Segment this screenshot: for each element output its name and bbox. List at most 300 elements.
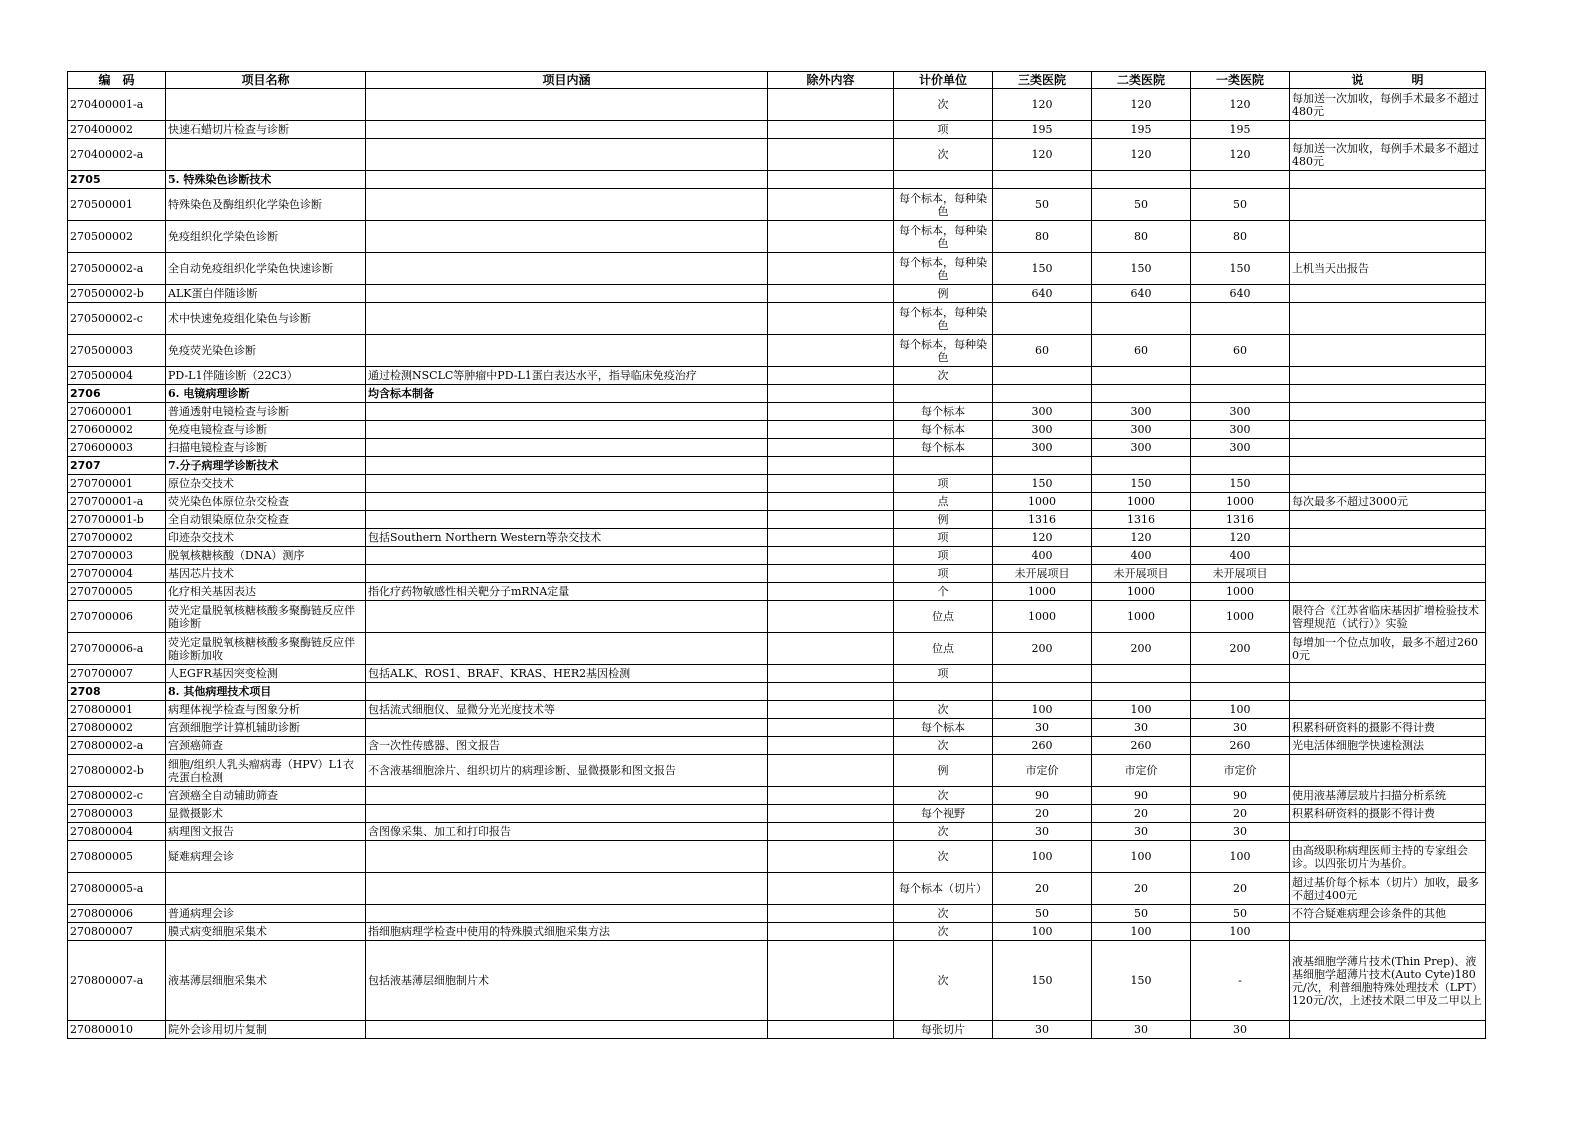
- cell-class1-price: [1191, 253, 1290, 285]
- cell-except: [768, 121, 894, 139]
- cell-content: [366, 89, 768, 121]
- cell-code-text: 2706: [70, 387, 101, 400]
- cell-note: [1290, 701, 1486, 719]
- cell-unit-text: 项: [937, 549, 949, 562]
- cell-class2-price-text: 90: [1134, 789, 1148, 802]
- cell-class3-price-text: 20: [1035, 807, 1049, 820]
- cell-name-text: 基因芯片技术: [168, 567, 234, 580]
- cell-name: [166, 367, 366, 385]
- cell-class2-price-text: 120: [1130, 98, 1152, 111]
- cell-class1-price-text: 150: [1229, 477, 1251, 490]
- col-header-code: 编 码: [68, 72, 166, 89]
- cell-except: [768, 285, 894, 303]
- cell-class1-price: [1191, 719, 1290, 737]
- cell-class2-price: [1092, 121, 1191, 139]
- cell-name: [166, 601, 366, 633]
- cell-class2-price-text: 50: [1134, 907, 1148, 920]
- cell-name-text: 病理体视学检查与图象分析: [168, 703, 300, 716]
- col-header-class1: 一类医院: [1191, 72, 1290, 89]
- cell-unit: [894, 905, 993, 923]
- cell-class2-price: [1092, 139, 1191, 171]
- cell-code-text: 2707: [70, 459, 101, 472]
- cell-note: [1290, 683, 1486, 701]
- cell-name-text: 显微摄影术: [168, 807, 223, 820]
- cell-unit: [894, 89, 993, 121]
- cell-code-text: 270800002-a: [70, 739, 144, 752]
- cell-class2-price: [1092, 303, 1191, 335]
- cell-name-text: 院外会诊用切片复制: [168, 1023, 267, 1036]
- cell-class1-price-text: -: [1238, 974, 1242, 987]
- cell-code-text: 270800002-c: [70, 789, 143, 802]
- section-row: [68, 683, 1486, 701]
- cell-code: [68, 285, 166, 303]
- cell-unit-text: 每个标本，每种染色: [899, 191, 987, 218]
- cell-unit-text: 每个标本（切片）: [899, 882, 987, 895]
- cell-except: [768, 171, 894, 189]
- cell-class1-price: [1191, 547, 1290, 565]
- cell-class2-price: [1092, 253, 1191, 285]
- cell-content: [366, 511, 768, 529]
- table-row: [68, 529, 1486, 547]
- cell-content-text: 包括液基薄层细胞制片术: [368, 974, 489, 987]
- cell-class1-price: [1191, 385, 1290, 403]
- cell-class3-price-text: 50: [1035, 198, 1049, 211]
- cell-class1-price-text: 30: [1233, 1023, 1247, 1036]
- cell-code-text: 270700001-b: [70, 513, 144, 526]
- cell-content: [366, 923, 768, 941]
- cell-class3-price: [993, 385, 1092, 403]
- cell-except: [768, 823, 894, 841]
- cell-name: [166, 421, 366, 439]
- cell-unit-text: 例: [937, 287, 949, 300]
- cell-except: [768, 439, 894, 457]
- cell-class1-price: [1191, 805, 1290, 823]
- cell-code: [68, 665, 166, 683]
- cell-class2-price: [1092, 583, 1191, 601]
- cell-class3-price: [993, 529, 1092, 547]
- table-row: [68, 221, 1486, 253]
- cell-note: [1290, 841, 1486, 873]
- cell-note: [1290, 253, 1486, 285]
- table-row: [68, 737, 1486, 755]
- cell-content: [366, 303, 768, 335]
- cell-class1-price-text: 50: [1233, 907, 1247, 920]
- cell-class2-price: [1092, 189, 1191, 221]
- cell-class1-price: [1191, 787, 1290, 805]
- cell-class3-price: [993, 285, 1092, 303]
- cell-name: [166, 547, 366, 565]
- cell-code-text: 270700006: [70, 610, 133, 623]
- cell-class1-price: [1191, 493, 1290, 511]
- cell-class2-price: [1092, 221, 1191, 253]
- cell-name: [166, 719, 366, 737]
- cell-unit: [894, 583, 993, 601]
- cell-class2-price: [1092, 823, 1191, 841]
- cell-class3-price-text: 20: [1035, 882, 1049, 895]
- cell-class3-price: [993, 905, 1092, 923]
- cell-code: [68, 547, 166, 565]
- cell-except: [768, 221, 894, 253]
- table-row: [68, 475, 1486, 493]
- cell-unit: [894, 873, 993, 905]
- cell-name: [166, 737, 366, 755]
- cell-unit-text: 每个标本: [921, 721, 965, 734]
- cell-class3-price-text: 300: [1031, 441, 1053, 454]
- cell-note: [1290, 665, 1486, 683]
- cell-name-text: 特殊染色及酶组织化学染色诊断: [168, 198, 322, 211]
- cell-unit-text: 每张切片: [921, 1023, 965, 1036]
- cell-except: [768, 253, 894, 285]
- cell-content: [366, 719, 768, 737]
- cell-class2-price: [1092, 565, 1191, 583]
- table-row: [68, 923, 1486, 941]
- cell-class2-price-text: 未开展项目: [1113, 567, 1169, 580]
- cell-unit: [894, 221, 993, 253]
- cell-class1-price: [1191, 583, 1290, 601]
- cell-content: [366, 601, 768, 633]
- cell-code: [68, 841, 166, 873]
- cell-except: [768, 873, 894, 905]
- cell-unit-text: 每个标本，每种染色: [899, 337, 987, 364]
- cell-note: [1290, 719, 1486, 737]
- cell-code-text: 270400002-a: [70, 148, 144, 161]
- cell-class2-price-text: 260: [1130, 739, 1152, 752]
- cell-code: [68, 737, 166, 755]
- cell-unit: [894, 1021, 993, 1039]
- cell-code-text: 270500003: [70, 344, 133, 357]
- cell-unit-text: 次: [937, 148, 949, 161]
- cell-note: [1290, 285, 1486, 303]
- cell-class3-price-text: 1000: [1028, 495, 1056, 508]
- cell-unit: [894, 139, 993, 171]
- cell-note-text: 不符合疑难病理会诊条件的其他: [1292, 907, 1446, 920]
- cell-content: [366, 439, 768, 457]
- cell-unit: [894, 805, 993, 823]
- cell-name: [166, 873, 366, 905]
- cell-class2-price-text: 20: [1134, 807, 1148, 820]
- cell-class3-price: [993, 873, 1092, 905]
- cell-class1-price: [1191, 701, 1290, 719]
- cell-class3-price-text: 1000: [1028, 610, 1056, 623]
- header-row: [68, 72, 1486, 89]
- cell-note: [1290, 493, 1486, 511]
- cell-code: [68, 755, 166, 787]
- cell-class2-price-text: 150: [1130, 262, 1152, 275]
- cell-class1-price: [1191, 221, 1290, 253]
- cell-name: [166, 493, 366, 511]
- cell-class3-price-text: 150: [1031, 974, 1053, 987]
- cell-class3-price: [993, 805, 1092, 823]
- cell-name-text: 膜式病变细胞采集术: [168, 925, 267, 938]
- table-row: [68, 941, 1486, 1021]
- cell-name-text: 荧光定量脱氧核糖核酸多聚酶链反应伴随诊断: [168, 603, 355, 630]
- cell-class3-price-text: 260: [1031, 739, 1053, 752]
- cell-class2-price: [1092, 805, 1191, 823]
- cell-class3-price-text: 120: [1031, 98, 1053, 111]
- cell-content: [366, 755, 768, 787]
- cell-name: [166, 439, 366, 457]
- cell-content: [366, 701, 768, 719]
- cell-class2-price-text: 1000: [1127, 610, 1155, 623]
- cell-code: [68, 493, 166, 511]
- cell-unit-text: 每个标本，每种染色: [899, 223, 987, 250]
- cell-class1-price-text: 1000: [1226, 495, 1254, 508]
- cell-note: [1290, 941, 1486, 1021]
- cell-class2-price: [1092, 493, 1191, 511]
- cell-note: [1290, 171, 1486, 189]
- cell-unit: [894, 787, 993, 805]
- cell-content-text: 包括Southern Northern Western等杂交技术: [368, 531, 602, 544]
- cell-class2-price: [1092, 475, 1191, 493]
- cell-except: [768, 1021, 894, 1039]
- cell-code-text: 270400001-a: [70, 98, 144, 111]
- cell-class1-price: [1191, 841, 1290, 873]
- cell-note: [1290, 787, 1486, 805]
- table-row: [68, 367, 1486, 385]
- cell-code-text: 270700006-a: [70, 642, 144, 655]
- cell-class1-price-text: 120: [1229, 148, 1251, 161]
- cell-class2-price: [1092, 601, 1191, 633]
- cell-unit: [894, 841, 993, 873]
- cell-class3-price: [993, 565, 1092, 583]
- cell-except: [768, 719, 894, 737]
- cell-note-text: 每次最多不超过3000元: [1292, 495, 1408, 508]
- cell-class2-price-text: 30: [1134, 1023, 1148, 1036]
- cell-name: [166, 905, 366, 923]
- cell-except: [768, 755, 894, 787]
- cell-code-text: 270600002: [70, 423, 133, 436]
- cell-name-text: 6. 电镜病理诊断: [168, 387, 250, 400]
- cell-name: [166, 89, 366, 121]
- cell-name: [166, 841, 366, 873]
- cell-code-text: 270500002-b: [70, 287, 144, 300]
- cell-class3-price: [993, 787, 1092, 805]
- cell-class2-price-text: 300: [1130, 441, 1152, 454]
- cell-content: [366, 905, 768, 923]
- cell-code-text: 270700002: [70, 531, 133, 544]
- cell-except: [768, 633, 894, 665]
- cell-unit-text: 项: [937, 477, 949, 490]
- cell-note: [1290, 421, 1486, 439]
- cell-class2-price-text: 120: [1130, 148, 1152, 161]
- cell-unit-text: 次: [937, 98, 949, 111]
- table-row: [68, 511, 1486, 529]
- cell-note: [1290, 823, 1486, 841]
- cell-name-text: 印迹杂交技术: [168, 531, 234, 544]
- cell-unit-text: 位点: [932, 610, 954, 623]
- cell-name-text: 快速石蜡切片检查与诊断: [168, 123, 289, 136]
- cell-class3-price: [993, 511, 1092, 529]
- cell-unit: [894, 335, 993, 367]
- cell-code-text: 270800003: [70, 807, 133, 820]
- cell-code: [68, 1021, 166, 1039]
- cell-unit-text: 个: [937, 585, 949, 598]
- cell-unit-text: 次: [937, 703, 949, 716]
- cell-class3-price: [993, 493, 1092, 511]
- cell-class2-price-text: 1000: [1127, 495, 1155, 508]
- cell-code: [68, 303, 166, 335]
- table-row: [68, 493, 1486, 511]
- cell-name-text: 化疗相关基因表达: [168, 585, 256, 598]
- cell-unit-text: 每个视野: [921, 807, 965, 820]
- table-row: [68, 805, 1486, 823]
- cell-unit-text: 例: [937, 764, 949, 777]
- cell-content: [366, 385, 768, 403]
- cell-class2-price-text: 640: [1130, 287, 1152, 300]
- cell-content: [366, 457, 768, 475]
- section-row: [68, 385, 1486, 403]
- cell-name-text: 疑难病理会诊: [168, 850, 234, 863]
- cell-content: [366, 823, 768, 841]
- cell-content: [366, 403, 768, 421]
- cell-code: [68, 701, 166, 719]
- cell-name: [166, 285, 366, 303]
- cell-name: [166, 755, 366, 787]
- cell-class3-price-text: 195: [1031, 123, 1053, 136]
- cell-note: [1290, 89, 1486, 121]
- cell-note: [1290, 335, 1486, 367]
- cell-class1-price-text: 50: [1233, 198, 1247, 211]
- table-row: [68, 335, 1486, 367]
- cell-class3-price: [993, 941, 1092, 1021]
- cell-class2-price-text: 100: [1130, 703, 1152, 716]
- cell-class1-price-text: 20: [1233, 882, 1247, 895]
- cell-content: [366, 547, 768, 565]
- cell-class1-price: [1191, 529, 1290, 547]
- cell-content: [366, 221, 768, 253]
- cell-content: [366, 665, 768, 683]
- cell-class3-price: [993, 439, 1092, 457]
- cell-code-text: 270600001: [70, 405, 133, 418]
- cell-class3-price-text: 1316: [1028, 513, 1056, 526]
- cell-note: [1290, 755, 1486, 787]
- cell-note: [1290, 303, 1486, 335]
- cell-content: [366, 583, 768, 601]
- cell-code: [68, 253, 166, 285]
- cell-name: [166, 403, 366, 421]
- cell-content: [366, 633, 768, 665]
- cell-class2-price: [1092, 633, 1191, 665]
- cell-unit: [894, 719, 993, 737]
- cell-code-text: 270800004: [70, 825, 133, 838]
- cell-unit-text: 次: [937, 925, 949, 938]
- cell-unit: [894, 189, 993, 221]
- cell-class2-price: [1092, 171, 1191, 189]
- cell-class1-price-text: 100: [1229, 850, 1251, 863]
- cell-class2-price: [1092, 285, 1191, 303]
- cell-name: [166, 633, 366, 665]
- cell-code-text: 270700004: [70, 567, 133, 580]
- cell-class3-price: [993, 683, 1092, 701]
- cell-code-text: 270700007: [70, 667, 133, 680]
- cell-code-text: 270800007-a: [70, 974, 144, 987]
- cell-except: [768, 189, 894, 221]
- cell-class1-price-text: 20: [1233, 807, 1247, 820]
- cell-class3-price: [993, 601, 1092, 633]
- cell-class3-price-text: 30: [1035, 721, 1049, 734]
- cell-code-text: 270800005: [70, 850, 133, 863]
- cell-name: [166, 139, 366, 171]
- cell-name-text: 免疫荧光染色诊断: [168, 344, 256, 357]
- cell-code-text: 270800007: [70, 925, 133, 938]
- cell-content: [366, 285, 768, 303]
- cell-note: [1290, 633, 1486, 665]
- cell-class3-price-text: 100: [1031, 850, 1053, 863]
- cell-except: [768, 941, 894, 1021]
- cell-name: [166, 1021, 366, 1039]
- cell-code: [68, 905, 166, 923]
- cell-class2-price: [1092, 385, 1191, 403]
- table-row: [68, 285, 1486, 303]
- cell-class3-price: [993, 221, 1092, 253]
- table-row: [68, 719, 1486, 737]
- cell-class3-price: [993, 547, 1092, 565]
- cell-class2-price-text: 195: [1130, 123, 1152, 136]
- cell-class3-price-text: 50: [1035, 907, 1049, 920]
- cell-content: [366, 787, 768, 805]
- cell-class1-price: [1191, 335, 1290, 367]
- cell-except: [768, 457, 894, 475]
- cell-code-text: 270500001: [70, 198, 133, 211]
- cell-class2-price: [1092, 719, 1191, 737]
- cell-class2-price: [1092, 439, 1191, 457]
- cell-class2-price: [1092, 1021, 1191, 1039]
- table-row: [68, 565, 1486, 583]
- cell-except: [768, 905, 894, 923]
- cell-name-text: 病理图文报告: [168, 825, 234, 838]
- cell-content: [366, 529, 768, 547]
- cell-unit: [894, 493, 993, 511]
- cell-unit: [894, 633, 993, 665]
- cell-class1-price-text: 100: [1229, 925, 1251, 938]
- cell-note: [1290, 1021, 1486, 1039]
- cell-note: [1290, 221, 1486, 253]
- cell-class2-price: [1092, 737, 1191, 755]
- cell-content: [366, 421, 768, 439]
- cell-except: [768, 139, 894, 171]
- cell-class3-price: [993, 475, 1092, 493]
- cell-class3-price-text: 100: [1031, 925, 1053, 938]
- col-header-class2: 二类医院: [1092, 72, 1191, 89]
- cell-code: [68, 923, 166, 941]
- table-row: [68, 421, 1486, 439]
- cell-class2-price-text: 60: [1134, 344, 1148, 357]
- cell-code: [68, 403, 166, 421]
- cell-unit-text: 次: [937, 907, 949, 920]
- cell-name: [166, 665, 366, 683]
- cell-class3-price-text: 120: [1031, 531, 1053, 544]
- cell-except: [768, 547, 894, 565]
- cell-code: [68, 221, 166, 253]
- cell-code-text: 270800002-b: [70, 764, 144, 777]
- cell-class3-price: [993, 633, 1092, 665]
- cell-code: [68, 511, 166, 529]
- cell-code: [68, 475, 166, 493]
- cell-class3-price-text: 400: [1031, 549, 1053, 562]
- cell-class1-price-text: 100: [1229, 703, 1251, 716]
- cell-code: [68, 367, 166, 385]
- cell-name: [166, 253, 366, 285]
- cell-class1-price-text: 30: [1233, 825, 1247, 838]
- cell-class1-price-text: 195: [1229, 123, 1251, 136]
- cell-unit-text: 每个标本，每种染色: [899, 305, 987, 332]
- cell-class1-price-text: 市定价: [1223, 764, 1257, 777]
- cell-note-text: 积累科研资料的摄影不得计费: [1292, 721, 1435, 734]
- cell-class1-price-text: 300: [1229, 423, 1251, 436]
- cell-unit: [894, 823, 993, 841]
- cell-name-text: 原位杂交技术: [168, 477, 234, 490]
- cell-code-text: 270700001: [70, 477, 133, 490]
